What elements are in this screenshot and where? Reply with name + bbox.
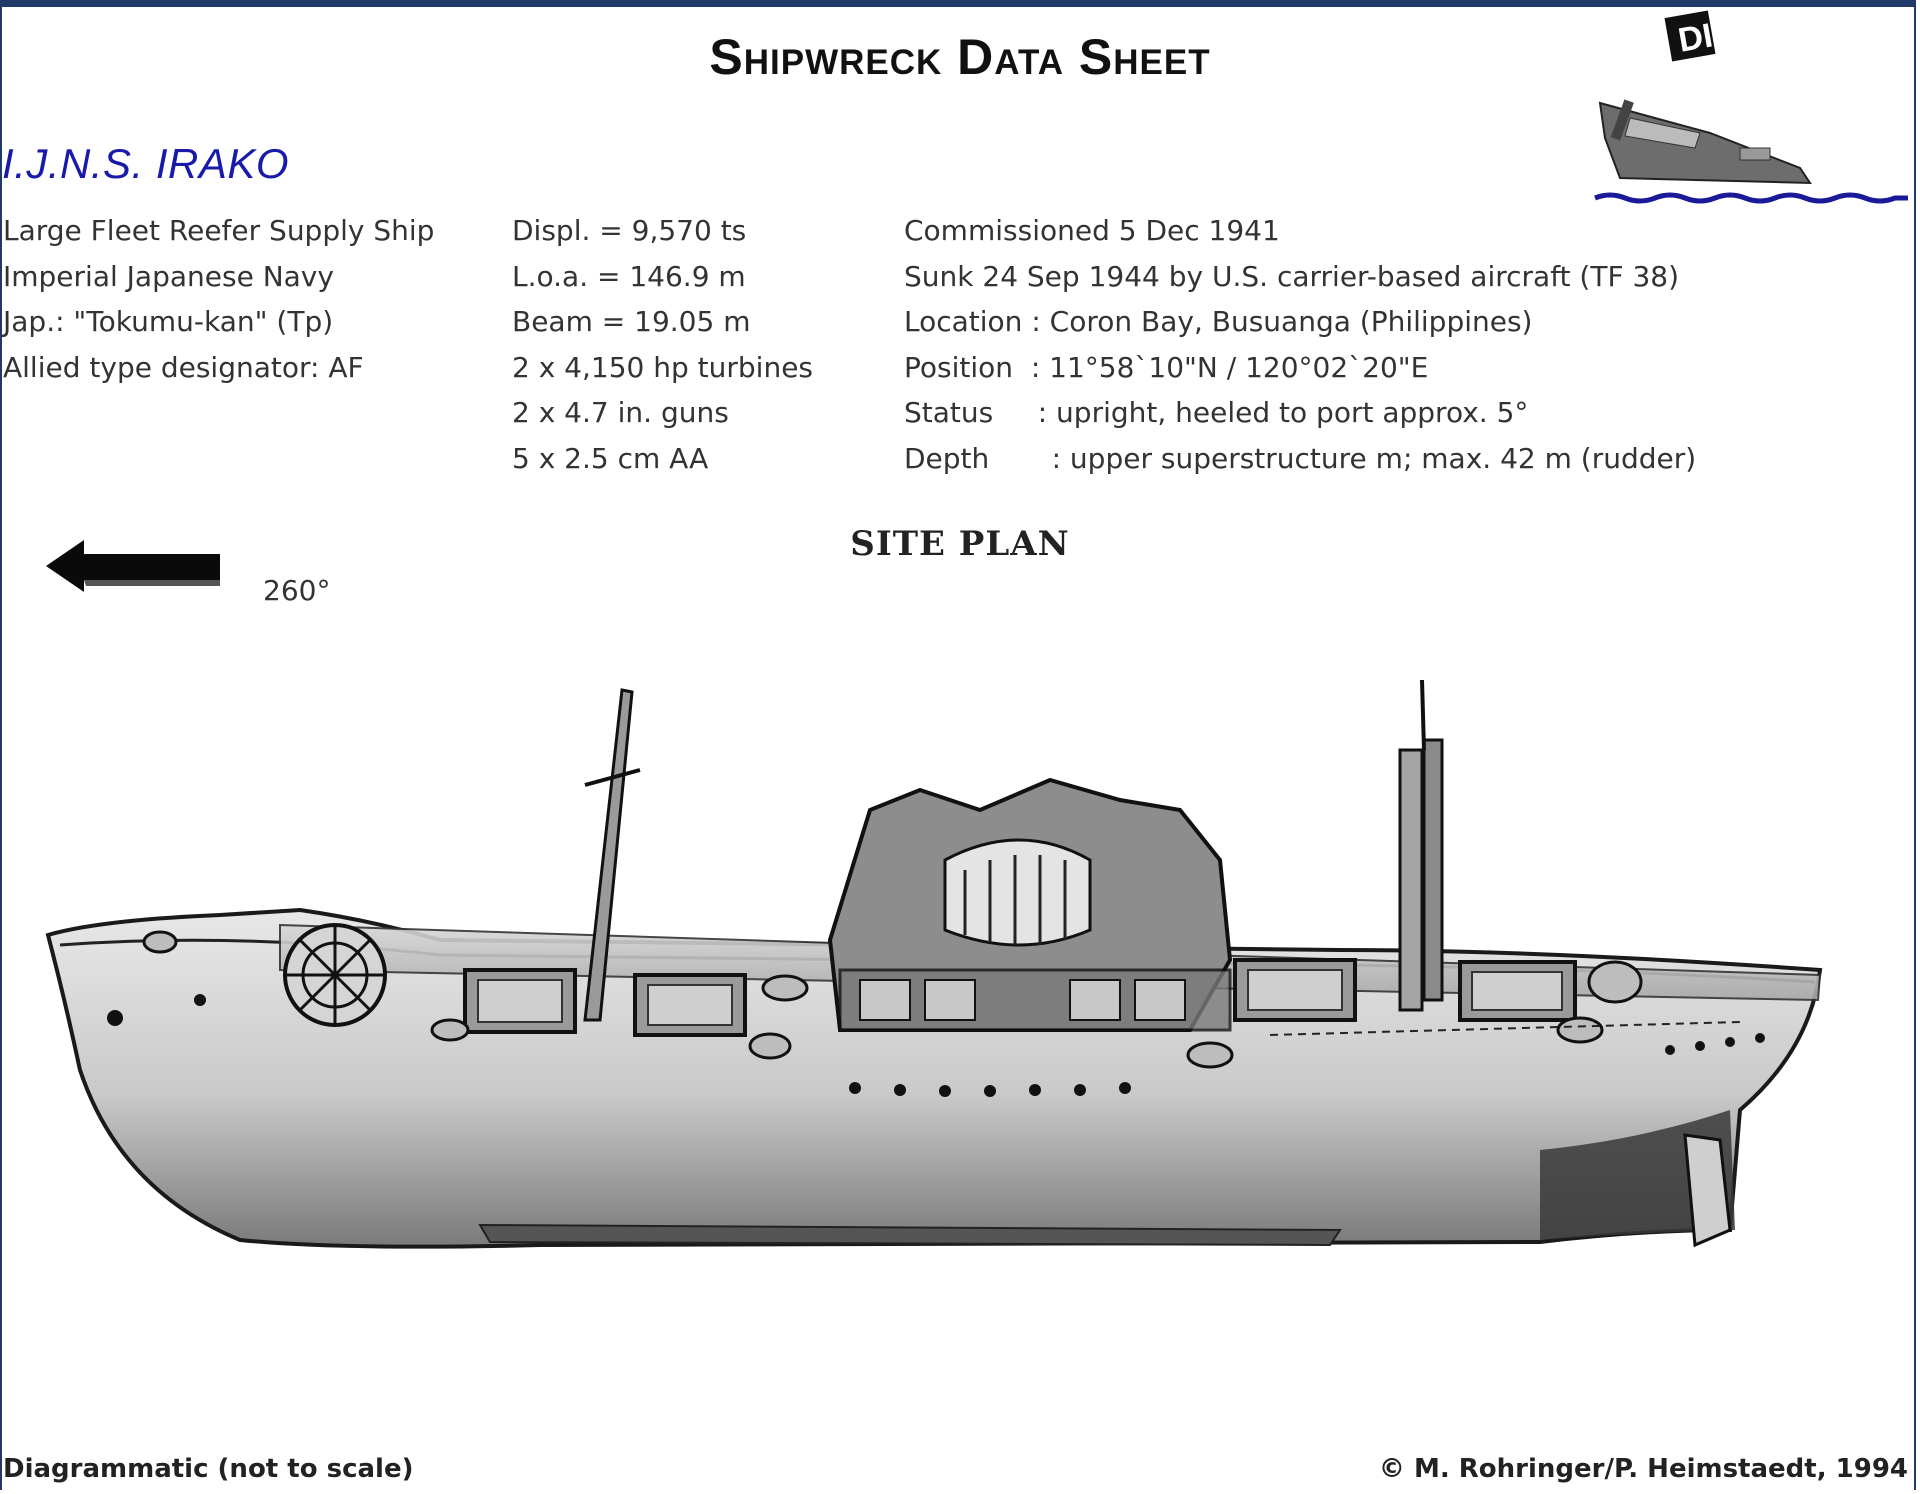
- spec-line: Location : Coron Bay, Busuanga (Philippines): [904, 305, 1533, 338]
- footer-copyright: © M. Rohringer/P. Heimstaedt, 1994: [1378, 1454, 1908, 1484]
- spec-line: Imperial Japanese Navy: [3, 259, 334, 293]
- footer-note: Diagrammatic (not to scale): [3, 1454, 414, 1484]
- spec-line: Large Fleet Reefer Supply Ship: [3, 214, 435, 247]
- logo-letter: DIVE: [1675, 8, 1761, 60]
- spec-line: Sunk 24 Sep 1944 by U.S. carrier-based aircraft (TF 38): [904, 259, 1680, 293]
- ship-name: I.J.N.S. IRAKO: [2, 140, 290, 187]
- spec-line: Jap.: "Tokumu-kan" (Tp): [3, 305, 334, 338]
- specs-column-type: [3, 208, 434, 390]
- spec-line: L.o.a. = 146.9 m: [512, 259, 746, 293]
- site-plan-heading: SITE PLAN: [850, 524, 1070, 564]
- page-title: Shipwreck Data Sheet: [709, 29, 1211, 85]
- spec-line: Allied type designator: AF: [3, 350, 364, 384]
- heading-degrees: 260°: [263, 574, 331, 607]
- spec-line: 2 x 4,150 hp turbines: [512, 350, 814, 384]
- heading-arrow-icon: [44, 536, 224, 596]
- spec-line: 5 x 2.5 cm AA: [512, 441, 709, 475]
- spec-line: Depth : upper superstructure m; max. 42 m (rudder): [904, 441, 1697, 475]
- spec-line: Displ. = 9,570 ts: [512, 214, 747, 247]
- spec-line: 2 x 4.7 in. guns: [512, 396, 729, 429]
- shipwreck-drawing: [40, 670, 1840, 1270]
- dive-logo-icon: [1590, 8, 1910, 208]
- spec-line: Status : upright, heeled to port approx. 5°: [904, 396, 1529, 429]
- spec-line: Commissioned 5 Dec 1941: [904, 214, 1280, 247]
- specs-column-history: [904, 208, 1696, 481]
- spec-line: Position : 11°58`10"N / 120°02`20"E: [904, 350, 1429, 384]
- spec-line: Beam = 19.05 m: [512, 305, 751, 338]
- specs-column-dimensions: [512, 208, 813, 481]
